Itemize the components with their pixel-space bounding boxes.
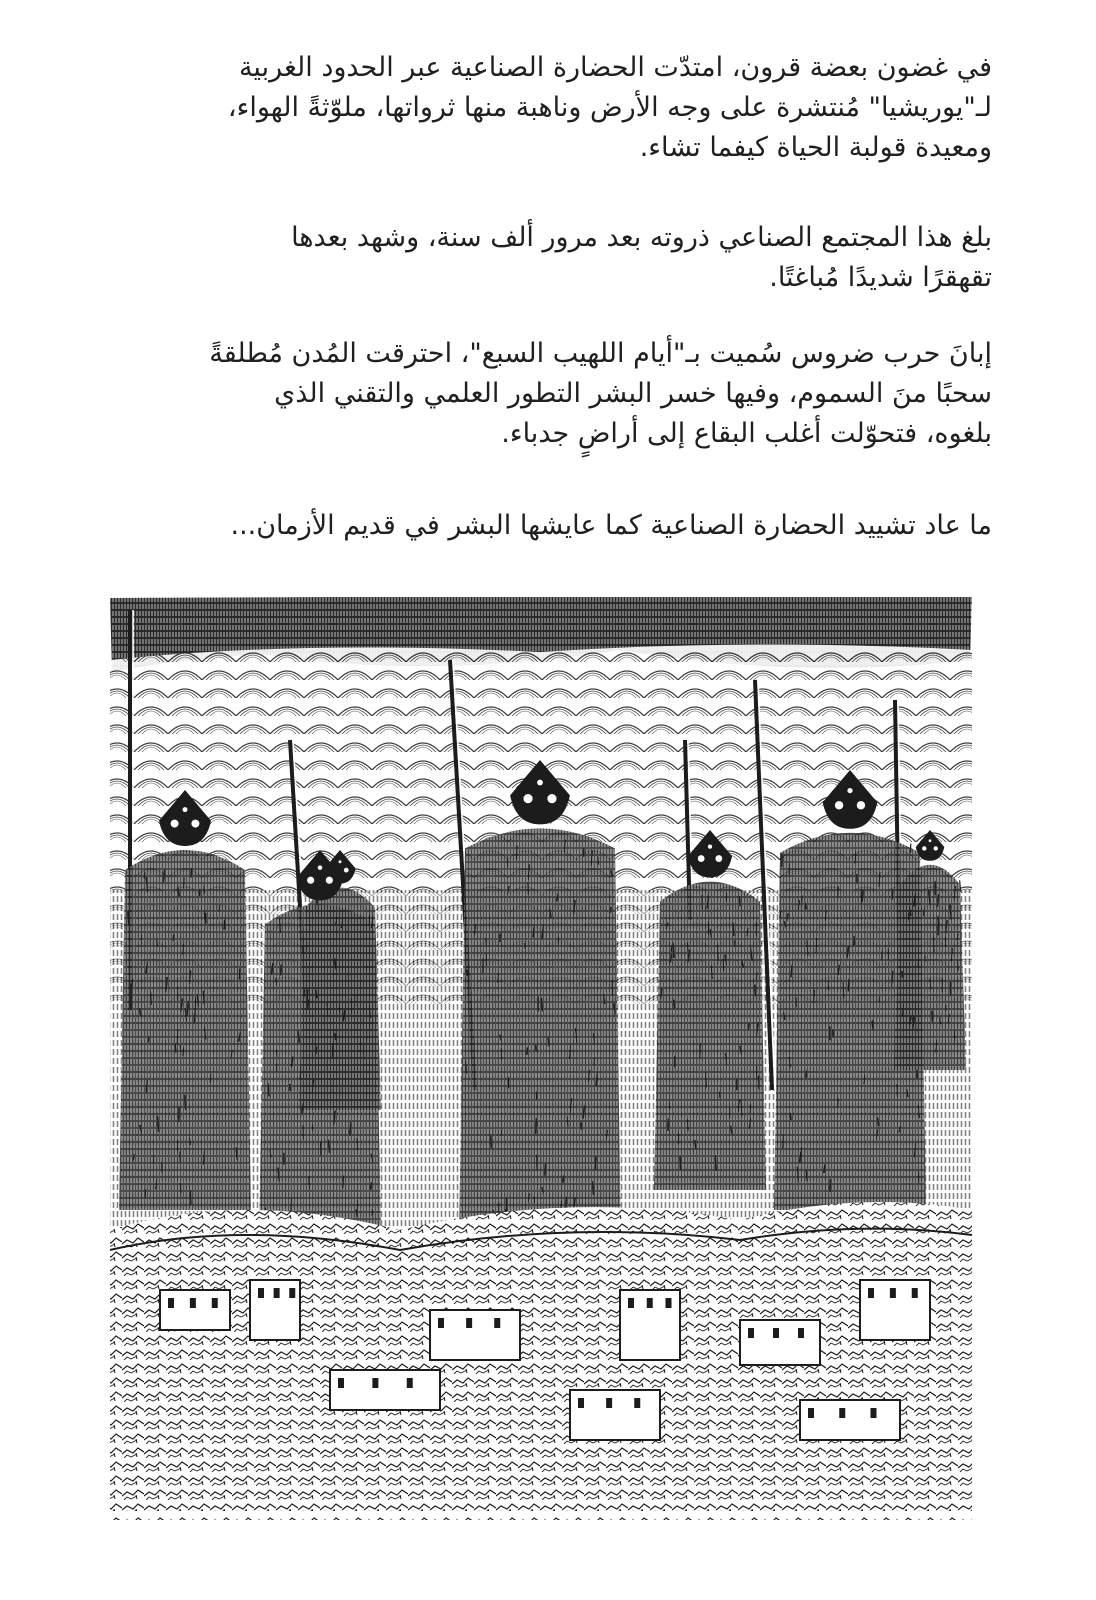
ruin-block [330, 1370, 440, 1410]
ruin-block [800, 1400, 900, 1440]
narration-line: تقهقرًا شديدًا مُباغتًا. [769, 262, 992, 293]
narration-line: بلغوه، فتحوّلت أغلب البقاع إلى أراضٍ جدباء. [501, 418, 992, 449]
ruin-block [430, 1310, 520, 1360]
narration-line: في غضون بعضة قرون، امتدّت الحضارة الصناعية عبر الحدود الغربية [238, 52, 992, 83]
narration-line: ومعيدة قولبة الحياة كيفما تشاء. [639, 132, 992, 163]
illustration-canvas [100, 590, 982, 1520]
narration-line: ما عاد تشييد الحضارة الصناعية كما عايشها البشر في قديم الأزمان... [230, 510, 992, 541]
narration-paragraph-4 [105, 506, 992, 546]
narration-line: بلغ هذا المجتمع الصناعي ذروته بعد مرور ألف سنة، وشهد بعدها [291, 222, 992, 253]
narration-paragraph-1 [80, 48, 992, 168]
narration-line: سحبًا منَ السموم، وفيها خسر البشر التطور العلمي والتقني الذي [274, 378, 992, 409]
ruined-city-ground [110, 1202, 972, 1520]
narration-line: إبانَ حرب ضروس سُميت بـ"أيام اللهيب السبع"، احترقت المُدن مُطلقةً [209, 338, 992, 369]
narration-line: لـ"يوريشيا" مُنتشرة على وجه الأرض وناهبة منها ثرواتها، ملوّثةً الهواء، [227, 92, 992, 123]
ruin-block [160, 1290, 230, 1330]
narration-paragraph-3 [105, 334, 992, 454]
ruin-block [570, 1390, 660, 1440]
narration-paragraph-2 [105, 218, 992, 298]
ruin-block [740, 1320, 820, 1365]
giant-warriors-illustration [100, 590, 982, 1520]
